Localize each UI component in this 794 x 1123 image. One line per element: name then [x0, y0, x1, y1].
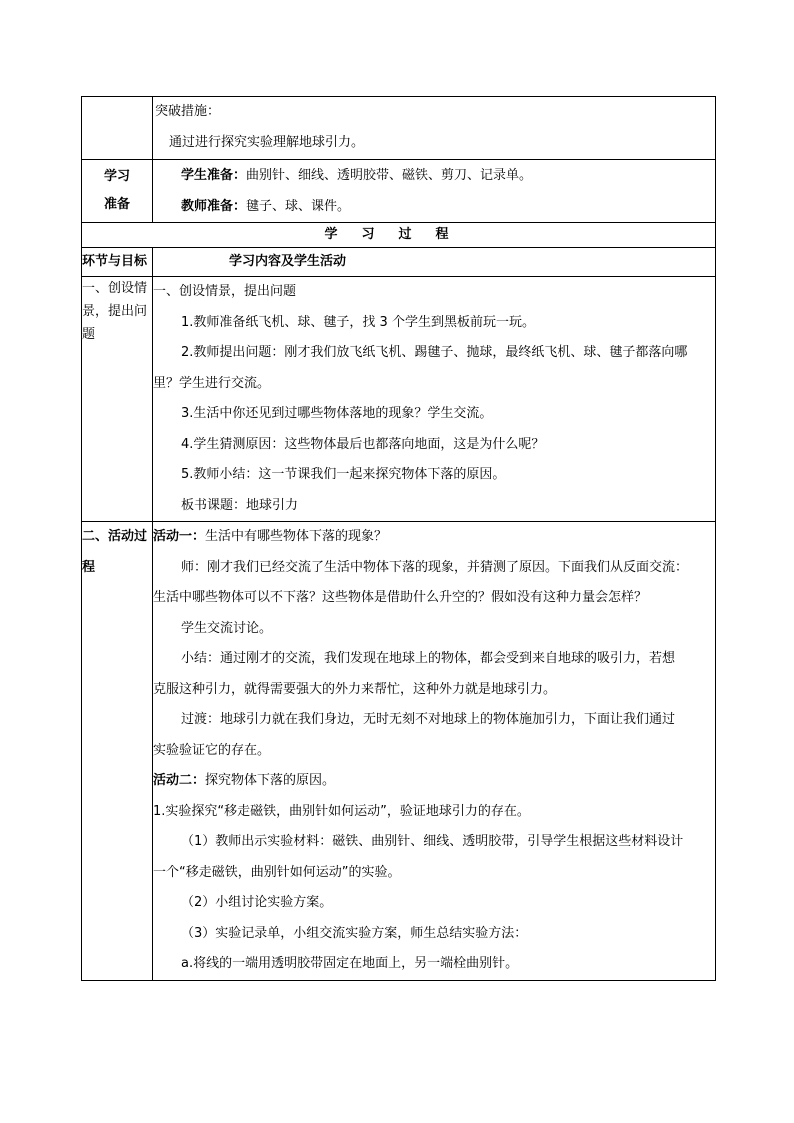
breakthrough-content-cell: [153, 97, 716, 160]
section1-line: 2.教师提出问题：刚才我们放飞纸飞机、踢毽子、抛球，最终纸飞机、球、毽子都落向哪: [181, 345, 688, 360]
section1-line: 里？学生进行交流。: [153, 375, 271, 391]
section1-line: 1.教师准备纸飞机、球、毽子，找 3 个学生到黑板前玩一玩。: [181, 314, 535, 330]
teacher-preparation-label: 教师准备：: [181, 199, 247, 214]
section2-line: 实验验证它的存在。: [153, 742, 271, 758]
preparation-label-line1: 学习: [103, 169, 130, 184]
section2-line: 师：刚才我们已经交流了生活中物体下落的现象，并猜测了原因。下面我们从反面交流：: [181, 559, 689, 575]
student-preparation: [153, 160, 715, 191]
section1-heading: 一、创设情景，提出问题: [153, 284, 297, 299]
experiment-line: （2）小组讨论实验方案。: [181, 895, 333, 910]
preparation-row: [82, 160, 716, 223]
section2-label-line: 二、活动过: [82, 529, 148, 544]
activity2-title: 探究物体下落的原因。: [205, 773, 336, 788]
section1-label-cell: [82, 277, 153, 522]
experiment-line: （1）教师出示实验材料：磁铁、曲别针、细线、透明胶带，引导学生根据这些材料设计: [181, 834, 684, 849]
section1-line: 板书课题：地球引力: [181, 497, 299, 513]
teacher-preparation-text: 毽子、球、课件。: [246, 199, 351, 214]
experiment-line: a.将线的一端用透明胶带固定在地面上，另一端栓曲别针。: [181, 956, 519, 971]
column-header-row: [82, 248, 716, 277]
section1-content-cell: [153, 277, 716, 522]
section1-line: 5.教师小结：这一节课我们一起来探究物体下落的原因。: [181, 467, 506, 482]
activity2-label: 活动二：: [153, 773, 206, 788]
section1-label-line: 一、创设情: [82, 281, 148, 296]
breakthrough-row: [82, 97, 716, 160]
section2-line: 小结：通过刚才的交流，我们发现在地球上的物体，都会受到来自地球的吸引力，若想: [181, 651, 676, 666]
section1-row: [82, 277, 716, 522]
teacher-preparation: [153, 191, 715, 222]
activity1-label: 活动一：: [153, 529, 206, 544]
preparation-label-cell: [82, 160, 153, 223]
lesson-plan-table: [81, 96, 716, 981]
breakthrough-label-cell: [82, 97, 153, 160]
preparation-content-cell: [153, 160, 716, 223]
activity1-title: 生活中有哪些物体下落的现象？: [205, 529, 388, 544]
section2-line: 过渡：地球引力就在我们身边，无时无刻不对地球上的物体施加引力，下面让我们通过: [181, 712, 676, 727]
experiment-line: （3）实验记录单，小组交流实验方案，师生总结实验方法：: [181, 925, 528, 941]
section1-label-line: 题: [82, 327, 96, 342]
activity2-heading: [153, 766, 715, 797]
section1-label-line: 景，提出问: [82, 304, 148, 319]
section2-line: 学生交流讨论。: [181, 620, 273, 636]
section1-line: 4.学生猜测原因：这些物体最后也都落向地面，这是为什么呢？: [181, 436, 545, 452]
breakthrough-text: 通过进行探究实验理解地球引力。: [169, 135, 365, 150]
student-preparation-text: 曲别针、细线、透明胶带、磁铁、剪刀、记录单。: [246, 168, 533, 183]
section2-label-line: 程: [82, 559, 96, 575]
preparation-label-line2: 准备: [103, 197, 130, 212]
experiment-line: 一个“移走磁铁，曲别针如何运动”的实验。: [153, 864, 401, 880]
process-title: 学习过程: [82, 223, 716, 248]
section1-line: 3.生活中你还见到过哪些物体落地的现象？学生交流。: [181, 406, 493, 421]
section2-label-cell: [82, 522, 153, 981]
student-preparation-label: 学生准备：: [181, 168, 247, 183]
section2-line: 生活中哪些物体可以不下落？这些物体是借助什么升空的？假如没有这种力量会怎样？: [153, 590, 648, 605]
process-title-row: [82, 223, 716, 248]
activity1-heading: [153, 522, 715, 553]
breakthrough-title: 突破措施：: [155, 104, 221, 119]
experiment-line: 1.实验探究“移走磁铁，曲别针如何运动”，验证地球引力的存在。: [153, 803, 530, 819]
section2-line: 克服这种引力，就得需要强大的外力来帮忙，这种外力就是地球引力。: [153, 681, 557, 697]
header-content-activity: 学习内容及学生活动: [153, 248, 716, 277]
section2-row: [82, 522, 716, 981]
section2-content-cell: [153, 522, 716, 981]
header-stage-goal: 环节与目标: [82, 248, 153, 277]
